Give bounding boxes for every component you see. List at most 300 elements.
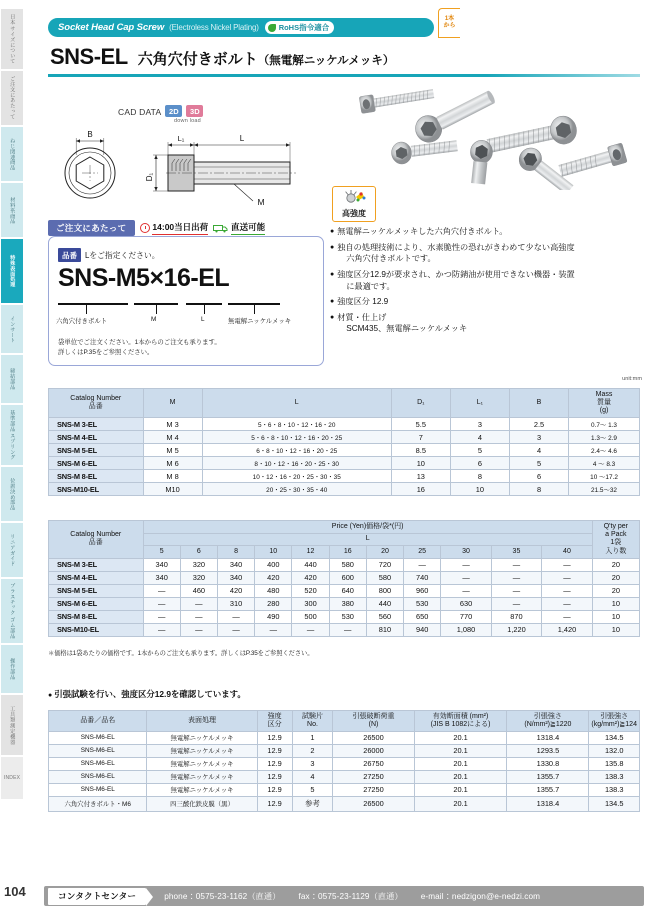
tensile-cell-nmm: 1355.7 (507, 783, 589, 796)
footer-fax: fax：0575-23-1129（直通） (298, 891, 403, 901)
svg-text:L: L (239, 134, 245, 143)
sidebar-tab-10[interactable] (0, 578, 24, 644)
price-cell-16: 640 (329, 584, 366, 597)
spec-cell-m: M 8 (143, 470, 202, 483)
price-cell-16: 600 (329, 571, 366, 584)
spec-cell-mass: 21.5～32 (569, 483, 640, 496)
product-title-jp: 六角穴付きボルト (137, 51, 258, 68)
price-header-qty: Q'ty per a Pack 1袋 入り数 (592, 521, 639, 559)
tensile-cell-nmm: 1330.8 (507, 757, 589, 770)
feature-subtext: SCM435、無電解ニッケルメッキ (346, 324, 468, 334)
footer-phone: phone：0575-23-1162（直通） (164, 891, 281, 901)
price-cell-8: 340 (217, 571, 254, 584)
spec-cell-d1: 16 (391, 483, 450, 496)
table-row (49, 457, 640, 470)
price-cell-35: — (491, 571, 541, 584)
bullet-icon: ● (330, 243, 335, 251)
tensile-cell-grade: 12.9 (257, 744, 292, 757)
price-header-price: Price (Yen)価格/袋*(円) (143, 521, 592, 534)
spec-cell-b: 6 (509, 470, 568, 483)
price-cell-10: — (255, 623, 292, 636)
bullet-icon: ● (330, 298, 335, 306)
price-cell-qty: 20 (592, 584, 639, 597)
sidebar-tab-line: ゴム部品 (9, 616, 16, 639)
tensile-cell-name: SNS-M6-EL (49, 757, 147, 770)
tensile-cell-load: 26750 (333, 757, 414, 770)
tensile-cell-load: 27250 (333, 783, 414, 796)
price-cell-30: — (441, 584, 491, 597)
spec-cell-l1: 3 (450, 418, 509, 431)
price-header-length-0: 5 (143, 546, 180, 559)
spec-cell-m: M 5 (143, 444, 202, 457)
spec-cell-name: SNS-M10-EL (49, 483, 144, 496)
tensile-cell-kgmm: 135.8 (589, 757, 640, 770)
tensile-cell-kgmm: 138.3 (589, 770, 640, 783)
price-cell-20: 560 (366, 610, 403, 623)
price-cell-12: 520 (292, 584, 329, 597)
price-cell-40: — (542, 597, 593, 610)
header-band (48, 18, 434, 37)
footer-email[interactable]: e-mail：nedzigon@e-nedzi.com (420, 891, 541, 901)
price-cell-12: — (292, 623, 329, 636)
spec-cell-mass: 10 ～17.2 (569, 470, 640, 483)
truck-icon (213, 224, 228, 233)
tensile-cell-finish: 四三酸化鉄皮膜（黒） (147, 796, 257, 811)
price-cell-40: — (542, 610, 593, 623)
same-day-shipping-label: 14:00当日出荷 (152, 221, 208, 235)
order-note (58, 338, 308, 358)
same-day-shipping-badge (140, 221, 208, 235)
price-header-length-8: 30 (441, 546, 491, 559)
feature-text: 強度区分12.9が要求され、かつ防錆油が使用できない機器・装置 (337, 269, 575, 279)
bullet-icon: ● (330, 270, 335, 278)
price-cell-10: 280 (255, 597, 292, 610)
page-number: 104 (4, 884, 26, 899)
price-cell-40: — (542, 558, 593, 571)
price-cell-12: 420 (292, 571, 329, 584)
tensile-cell-kgmm: 138.3 (589, 783, 640, 796)
price-header-length-3: 10 (255, 546, 292, 559)
table-row (49, 571, 640, 584)
cad-download-label: down load (174, 118, 201, 124)
tensile-cell-nmm: 1318.4 (507, 796, 589, 811)
price-cell-16: — (329, 623, 366, 636)
price-cell-name: SNS-M 3-EL (49, 558, 144, 571)
sidebar-tab-line: インサート (9, 315, 16, 343)
price-cell-name: SNS-M 8-EL (49, 610, 144, 623)
price-cell-name: SNS-M 6-EL (49, 597, 144, 610)
tensile-cell-no: 参考 (292, 796, 333, 811)
table-row (49, 470, 640, 483)
cad-data-label: CAD DATA (118, 107, 162, 117)
price-header-length-5: 16 (329, 546, 366, 559)
one-piece-tab-line: 1本 (444, 16, 455, 23)
price-cell-name: SNS-M10-EL (49, 623, 144, 636)
price-header-length-6: 20 (366, 546, 403, 559)
product-photo (330, 78, 642, 190)
svg-text:M: M (257, 197, 265, 207)
sidebar-tab-line: サイズについて (9, 26, 16, 64)
price-cell-25: 940 (404, 623, 441, 636)
price-cell-8: — (217, 623, 254, 636)
svg-text:L₁: L₁ (177, 134, 185, 143)
price-cell-16: 580 (329, 558, 366, 571)
tensile-cell-area: 20.1 (414, 744, 507, 757)
product-code: SNS-EL (50, 44, 128, 69)
tensile-cell-grade: 12.9 (257, 796, 292, 811)
sidebar-tab-line: 基準部品 (9, 410, 16, 432)
price-cell-qty: 10 (592, 610, 639, 623)
svg-text:B: B (87, 130, 93, 139)
price-cell-10: 480 (255, 584, 292, 597)
sidebar-tab-0[interactable] (0, 8, 24, 70)
spec-cell-b: 2.5 (509, 418, 568, 431)
price-cell-8: 420 (217, 584, 254, 597)
price-table (48, 520, 640, 637)
feature-subtext: 六角穴付きボルトです。 (346, 254, 436, 264)
tensile-cell-finish: 無電解ニッケルメッキ (147, 731, 257, 744)
feature-text: 無電解ニッケルメッキした六角穴付きボルト。 (337, 227, 508, 236)
price-cell-35: 870 (491, 610, 541, 623)
tensile-cell-area: 20.1 (414, 783, 507, 796)
cad-3d-button[interactable]: 3D (186, 105, 203, 117)
cad-data-row (118, 105, 203, 117)
price-cell-6: 460 (180, 584, 217, 597)
spec-cell-mass: 1.3～ 2.9 (569, 431, 640, 444)
tensile-cell-load: 26500 (333, 796, 414, 811)
feature-item (330, 226, 642, 238)
table-row (49, 770, 640, 783)
cad-2d-button[interactable]: 2D (165, 105, 182, 117)
table-row (49, 483, 640, 496)
sidebar-tab-1[interactable] (0, 70, 24, 126)
sidebar-tab-line: 材料系商品 (9, 196, 16, 224)
tensile-cell-area: 20.1 (414, 731, 507, 744)
specification-table (48, 388, 640, 496)
price-cell-25: 650 (404, 610, 441, 623)
price-header-length-2: 8 (217, 546, 254, 559)
part-number-note: Lをご指定ください。 (85, 250, 160, 260)
spec-cell-l: 5・6・8・10・12・16・20・25 (202, 431, 391, 444)
tensile-cell-kgmm: 134.5 (589, 731, 640, 744)
spec-cell-l1: 8 (450, 470, 509, 483)
price-cell-30: — (441, 558, 491, 571)
price-cell-12: 500 (292, 610, 329, 623)
spec-cell-b: 4 (509, 444, 568, 457)
tensile-cell-name: SNS-M6-EL (49, 783, 147, 796)
page-title (50, 44, 394, 70)
spec-cell-l: 8・10・12・16・20・25・30 (202, 457, 391, 470)
price-cell-5: 340 (143, 571, 180, 584)
price-cell-name: SNS-M 5-EL (49, 584, 144, 597)
sidebar-tab-line: 測定機器 (9, 722, 16, 745)
table-row (49, 610, 640, 623)
feature-item (330, 312, 642, 335)
spec-cell-b: 8 (509, 483, 568, 496)
price-cell-5: — (143, 610, 180, 623)
spec-cell-b: 3 (509, 431, 568, 444)
feature-list (330, 226, 642, 339)
tensile-cell-finish: 無電解ニッケルメッキ (147, 757, 257, 770)
tensile-header-4: 引張破断荷重 (N) (333, 711, 414, 732)
rohs-badge (265, 21, 334, 34)
tensile-header-6: 引張強さ (N/mm²)≧1220 (507, 711, 589, 732)
spec-cell-l1: 6 (450, 457, 509, 470)
tensile-cell-load: 27250 (333, 770, 414, 783)
bullet-icon: ● (330, 313, 335, 321)
tensile-title-text: 引張試験を行い、強度区分12.9を確認しています。 (54, 689, 246, 699)
high-strength-badge (332, 186, 376, 222)
price-cell-30: 1,080 (441, 623, 491, 636)
order-note-line2: 詳しくはP.35をご参照ください。 (58, 348, 154, 356)
price-cell-20: 580 (366, 571, 403, 584)
spec-cell-d1: 10 (391, 457, 450, 470)
header-divider (48, 74, 640, 77)
price-header-length-7: 25 (404, 546, 441, 559)
sidebar-tab-8[interactable] (0, 466, 24, 522)
spec-header-5: B (509, 389, 568, 418)
price-cell-6: — (180, 610, 217, 623)
table-row (49, 744, 640, 757)
tensile-cell-finish: 無電解ニッケルメッキ (147, 744, 257, 757)
spec-cell-mass: 4 ～ 8.3 (569, 457, 640, 470)
english-subtitle: (Electroless Nickel Plating) (169, 23, 259, 32)
spec-cell-l: 20・25・30・35・40 (202, 483, 391, 496)
sidebar-tab-7[interactable] (0, 404, 24, 466)
tensile-header-1: 表面処理 (147, 711, 257, 732)
tensile-cell-no: 4 (292, 770, 333, 783)
tensile-header-7: 引張強さ (kg/mm²)≧124 (589, 711, 640, 732)
bullet-icon: ● (330, 228, 335, 235)
sidebar-tab-line: 工具類 (9, 705, 16, 722)
price-cell-25: 530 (404, 597, 441, 610)
table-row (49, 783, 640, 796)
unit-label: unit:mm (622, 376, 642, 382)
strength-icon (342, 188, 366, 208)
price-cell-qty: 10 (592, 597, 639, 610)
clock-icon (140, 223, 150, 233)
technical-drawing (48, 125, 328, 210)
tensile-cell-nmm: 1355.7 (507, 770, 589, 783)
spec-header-1: M (143, 389, 202, 418)
spec-cell-name: SNS-M 5-EL (49, 444, 144, 457)
table-row (49, 584, 640, 597)
tensile-cell-grade: 12.9 (257, 757, 292, 770)
spec-cell-l1: 4 (450, 431, 509, 444)
part-number-legend (58, 303, 314, 329)
price-cell-25: — (404, 558, 441, 571)
price-cell-6: 320 (180, 558, 217, 571)
spec-header-3: D₁ (391, 389, 450, 418)
price-cell-30: 770 (441, 610, 491, 623)
table-row (49, 796, 640, 811)
sidebar-tab-3[interactable] (0, 182, 24, 238)
sidebar-tab-line: プラスチック (9, 583, 16, 616)
price-header-length-4: 12 (292, 546, 329, 559)
price-cell-10: 420 (255, 571, 292, 584)
tensile-cell-grade: 12.9 (257, 783, 292, 796)
price-cell-qty: 20 (592, 571, 639, 584)
sidebar-tab-line: 締結部品 (9, 368, 16, 390)
tensile-header-0: 品番／品名 (49, 711, 147, 732)
price-cell-qty: 20 (592, 558, 639, 571)
spec-cell-m: M 6 (143, 457, 202, 470)
price-cell-20: 800 (366, 584, 403, 597)
tensile-header-2: 強度 区分 (257, 711, 292, 732)
tensile-cell-load: 26500 (333, 731, 414, 744)
sidebar-tab-13[interactable] (0, 756, 24, 800)
tensile-cell-no: 2 (292, 744, 333, 757)
tensile-table (48, 710, 640, 812)
spec-cell-name: SNS-M 6-EL (49, 457, 144, 470)
spec-cell-l: 6・8・10・12・16・20・25 (202, 444, 391, 457)
spec-cell-m: M 4 (143, 431, 202, 444)
price-cell-8: — (217, 610, 254, 623)
rohs-label: RoHS指令適合 (278, 23, 330, 32)
sidebar-tab-2[interactable] (0, 126, 24, 182)
price-cell-10: 490 (255, 610, 292, 623)
tensile-cell-area: 20.1 (414, 796, 507, 811)
price-cell-12: 300 (292, 597, 329, 610)
price-header-l: L (143, 533, 592, 546)
spec-cell-d1: 13 (391, 470, 450, 483)
tensile-section-title (48, 688, 246, 700)
price-cell-35: 1,220 (491, 623, 541, 636)
price-cell-10: 400 (255, 558, 292, 571)
price-cell-20: 720 (366, 558, 403, 571)
direct-delivery-badge (213, 221, 265, 235)
order-tab-label: ご注文にあたって (48, 220, 135, 236)
tensile-cell-load: 26000 (333, 744, 414, 757)
tensile-cell-name: SNS-M6-EL (49, 770, 147, 783)
svg-text:D₁: D₁ (145, 172, 154, 182)
high-strength-label: 高強度 (342, 209, 366, 218)
product-title-paren: （無電解ニッケルメッキ） (257, 55, 395, 67)
order-note-line1: 袋単位でご注文ください。1本からのご注文も承ります。 (58, 339, 221, 346)
price-cell-20: 810 (366, 623, 403, 636)
tensile-cell-no: 5 (292, 783, 333, 796)
legend-label-1: M (151, 316, 157, 323)
sidebar-tab-11[interactable] (0, 644, 24, 694)
sidebar-tab-9[interactable] (0, 522, 24, 578)
one-piece-tab-line: から (443, 23, 456, 29)
monitor-icon-label: 品番 (58, 248, 81, 262)
part-number-header (58, 248, 160, 262)
price-cell-30: 630 (441, 597, 491, 610)
spec-header-4: L₁ (450, 389, 509, 418)
sidebar-tab-12[interactable] (0, 694, 24, 756)
spec-cell-name: SNS-M 8-EL (49, 470, 144, 483)
price-cell-5: — (143, 623, 180, 636)
sidebar-tab-line: ねじ関連商品 (9, 137, 16, 171)
price-header-length-10: 40 (542, 546, 593, 559)
spec-cell-l: 10・12・16・20・25・30・35 (202, 470, 391, 483)
spec-cell-l: 5・6・8・10・12・16・20 (202, 418, 391, 431)
tensile-cell-finish: 無電解ニッケルメッキ (147, 783, 257, 796)
feature-subtext: に最適です。 (346, 281, 395, 291)
spec-header-2: L (202, 389, 391, 418)
tensile-header-5: 有効断面積 (mm²) (JIS B 1082による) (414, 711, 507, 732)
tensile-header-3: 試験片 No. (292, 711, 333, 732)
feature-text: 材質・仕上げ (337, 312, 387, 322)
spec-cell-l1: 10 (450, 483, 509, 496)
price-header-name: Catalog Number 品番 (49, 521, 144, 559)
part-number-example: SNS-M5×16-EL (58, 264, 230, 292)
spec-cell-m: M 3 (143, 418, 202, 431)
price-note: ＊価格は1袋あたりの価格です。1本からのご注文も承ります。詳しくはP.35をご参照ください。 (48, 650, 314, 657)
feature-text: 独自の処理技術により、水素脆性の恐れがきわめて少ない高強度 (337, 242, 575, 252)
spec-cell-d1: 7 (391, 431, 450, 444)
spec-cell-d1: 8.5 (391, 444, 450, 457)
table-row (49, 623, 640, 636)
table-row (49, 757, 640, 770)
price-cell-30: — (441, 571, 491, 584)
price-cell-name: SNS-M 4-EL (49, 571, 144, 584)
sidebar-tab-line: 日本 (9, 14, 16, 25)
direct-delivery-label: 直送可能 (231, 221, 265, 235)
sidebar-tab-line: 位置決め部品 (9, 477, 16, 511)
sidebar-tab-5[interactable] (0, 304, 24, 354)
spec-cell-name: SNS-M 4-EL (49, 431, 144, 444)
sidebar-tab-line: INDEX (3, 774, 21, 781)
tensile-cell-grade: 12.9 (257, 731, 292, 744)
sidebar-tab-6[interactable] (0, 354, 24, 404)
spec-header-0: Catalog Number 品番 (49, 389, 144, 418)
feature-item (330, 269, 642, 292)
price-cell-40: 1,420 (542, 623, 593, 636)
feature-item (330, 296, 642, 308)
price-cell-6: — (180, 597, 217, 610)
tensile-cell-nmm: 1293.5 (507, 744, 589, 757)
tensile-cell-kgmm: 132.0 (589, 744, 640, 757)
price-cell-6: 320 (180, 571, 217, 584)
sidebar-tab-line: リニアガイド (9, 533, 16, 567)
one-piece-order-tab (438, 8, 460, 38)
spec-cell-b: 5 (509, 457, 568, 470)
tensile-cell-grade: 12.9 (257, 770, 292, 783)
sidebar-tab-4[interactable] (0, 238, 24, 304)
price-cell-20: 440 (366, 597, 403, 610)
sidebar-tab-line: スプリング (9, 432, 16, 460)
table-row (49, 731, 640, 744)
bullet-icon: ● (48, 692, 53, 699)
spec-cell-mass: 0.7～ 1.3 (569, 418, 640, 431)
tensile-cell-kgmm: 134.5 (589, 796, 640, 811)
tensile-cell-name: 六角穴付きボルト・M6 (49, 796, 147, 811)
tensile-cell-name: SNS-M6-EL (49, 744, 147, 757)
price-cell-25: 740 (404, 571, 441, 584)
price-cell-35: — (491, 558, 541, 571)
table-row (49, 597, 640, 610)
spec-cell-l1: 5 (450, 444, 509, 457)
price-cell-5: — (143, 597, 180, 610)
spec-header-6: Mass 質量 (g) (569, 389, 640, 418)
table-row (49, 558, 640, 571)
tensile-cell-no: 1 (292, 731, 333, 744)
legend-label-3: 無電解ニッケルメッキ (228, 318, 292, 325)
table-row (49, 444, 640, 457)
spec-cell-name: SNS-M 3-EL (49, 418, 144, 431)
contact-center-label: コンタクトセンター (48, 888, 146, 905)
english-title: Socket Head Cap Screw (58, 22, 165, 33)
spec-cell-m: M10 (143, 483, 202, 496)
price-cell-8: 340 (217, 558, 254, 571)
tensile-cell-nmm: 1318.4 (507, 731, 589, 744)
tensile-cell-area: 20.1 (414, 770, 507, 783)
price-cell-35: — (491, 584, 541, 597)
price-cell-qty: 10 (592, 623, 639, 636)
page-content (40, 0, 650, 918)
